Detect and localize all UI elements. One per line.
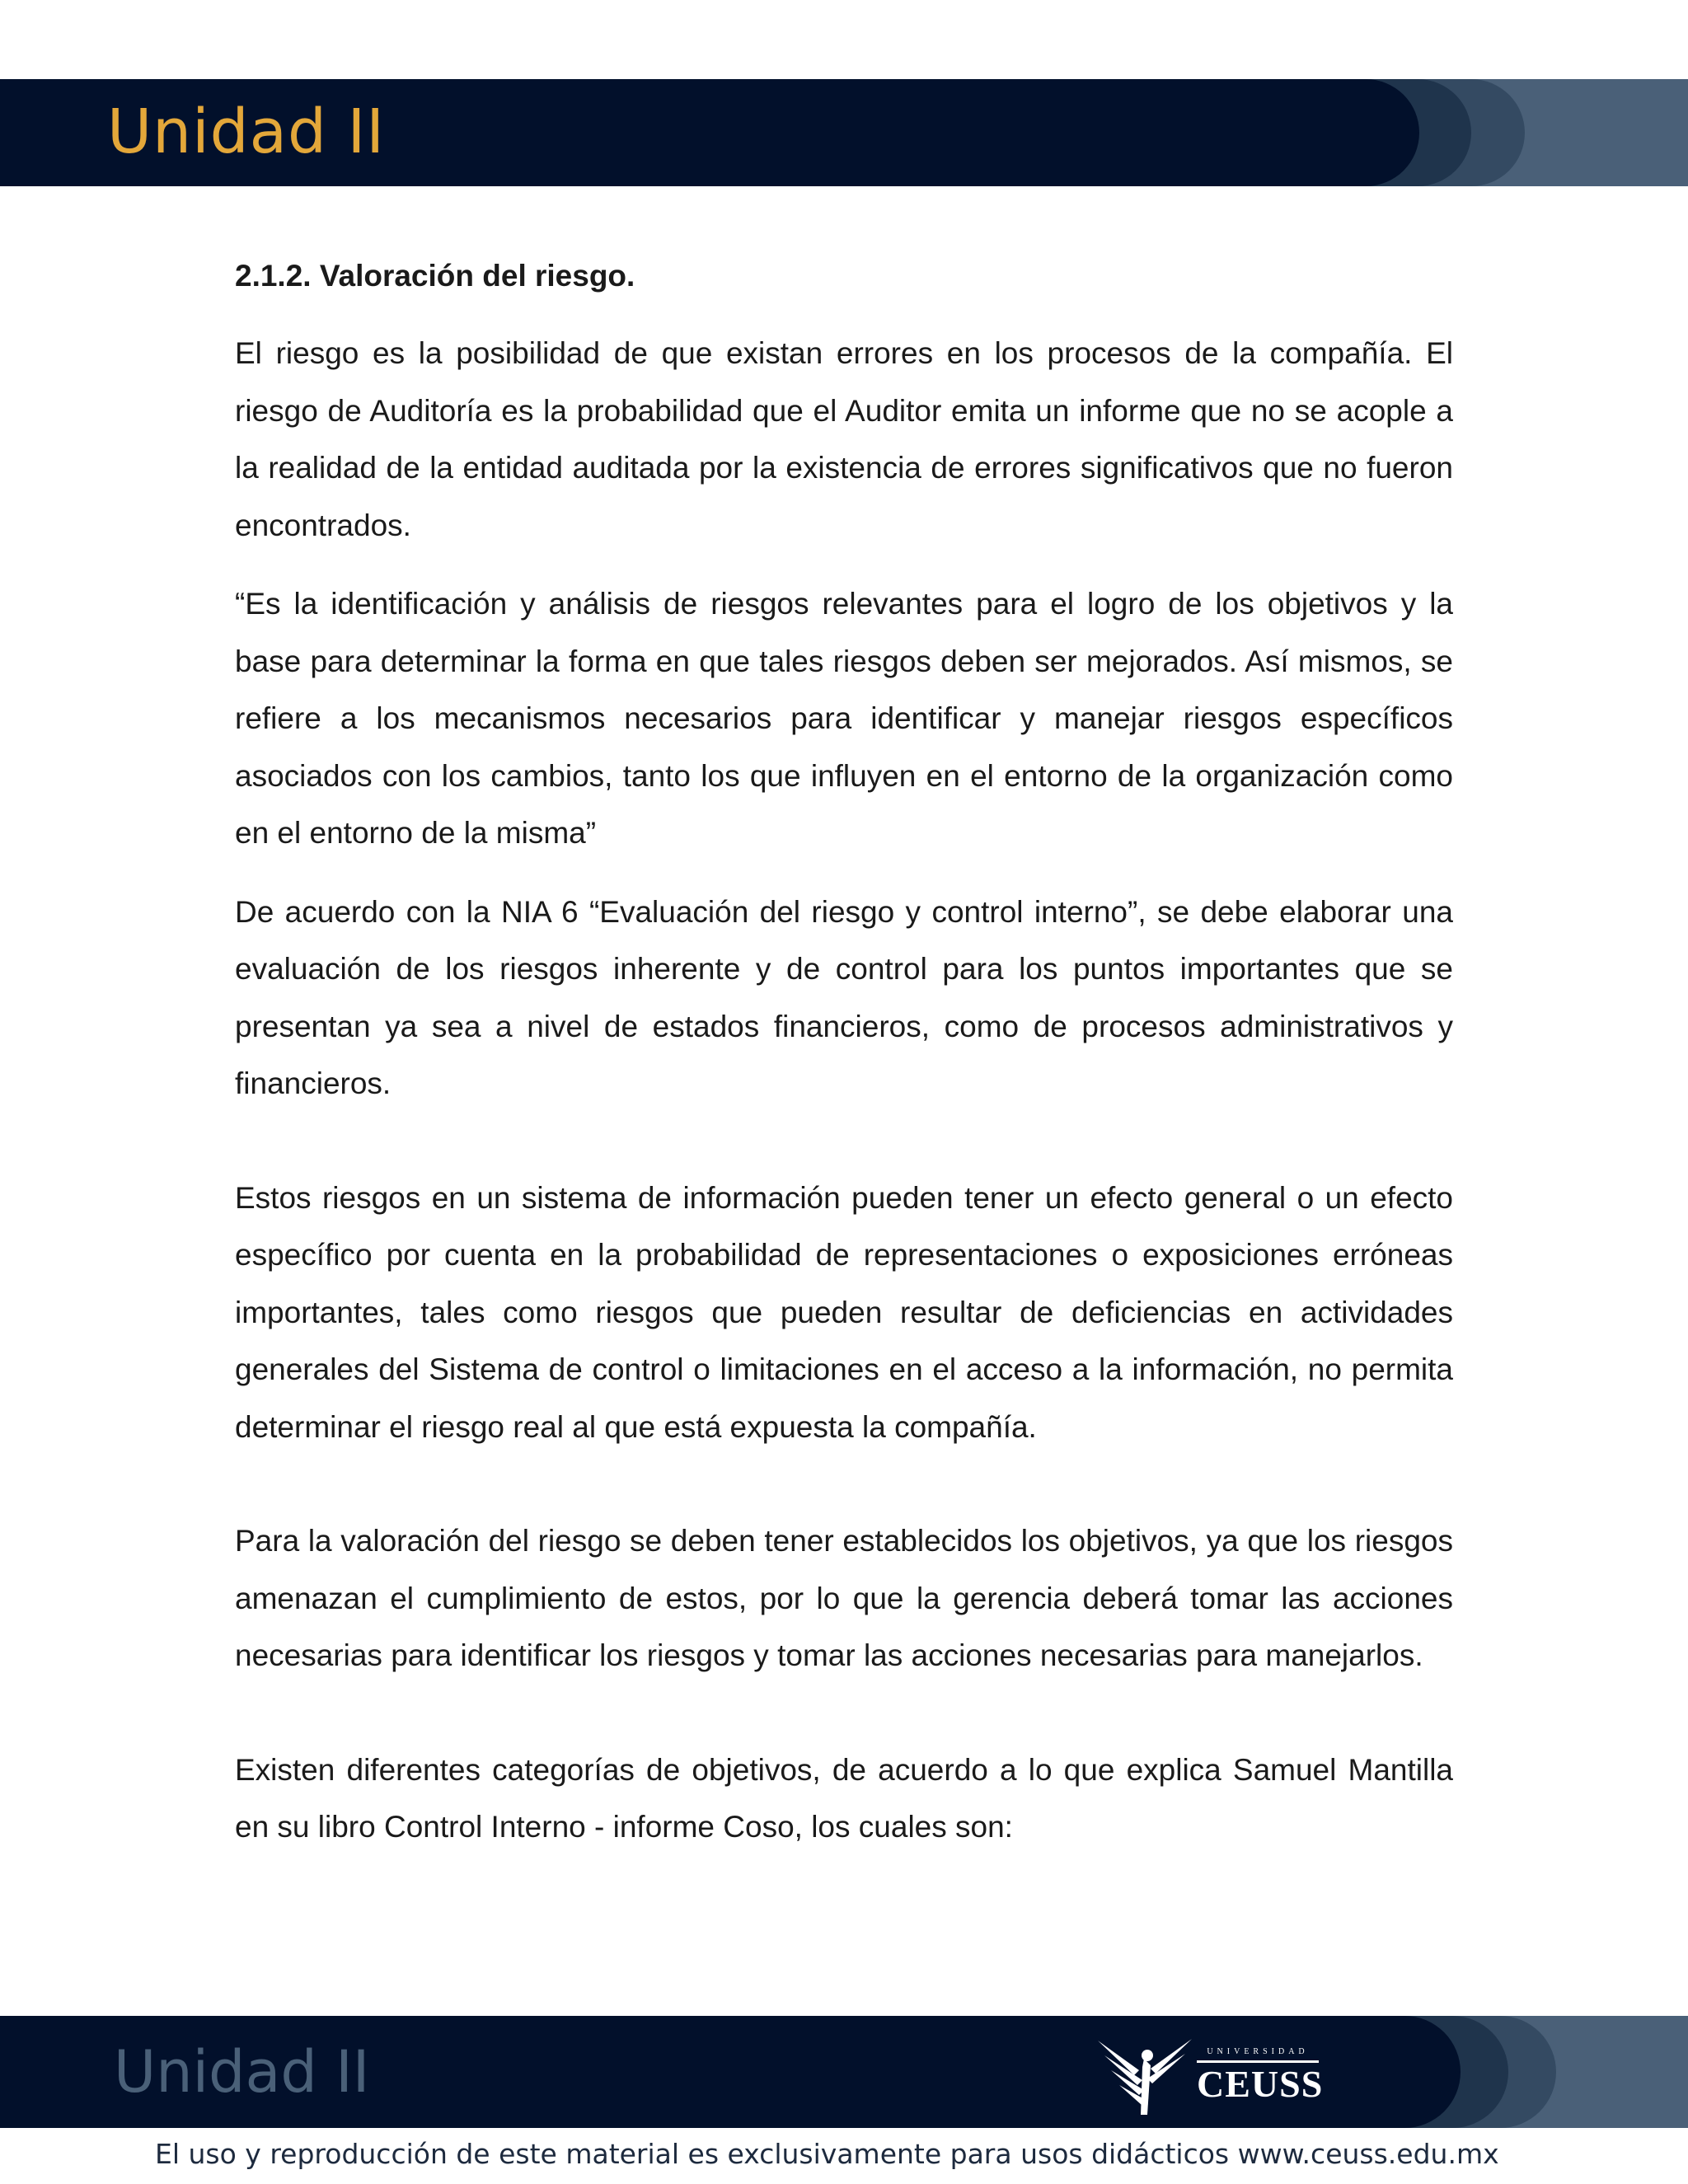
paragraph: De acuerdo con la NIA 6 “Evaluación del riesgo y control interno”, se debe elaborar una evaluación de los riesgos inherente y de control para los puntos importantes que se presentan ya sea a nivel de estados financieros, como de procesos administrativos y financieros. <box>235 894 1453 1100</box>
section-heading: 2.1.2. Valoración del riesgo. <box>235 259 635 293</box>
paragraph: Estos riesgos en un sistema de información pueden tener un efecto general o un efecto específico por cuenta en la probabilidad de representaciones o exposiciones erróneas importantes, tales como riesgos que pueden resultar de deficiencias en actividades generales del Sistema de control o limitaciones en el acceso a la información, no permita determinar el riesgo real al que está expuesta la compañía. <box>235 1180 1453 1444</box>
main-content <box>235 251 1453 1856</box>
paragraph: Existen diferentes categorías de objetivos, de acuerdo a lo que explica Samuel Mantilla en su libro Control Interno - informe Coso, los cuales son: <box>235 1752 1453 1844</box>
footer-unit-title: Unidad II <box>114 2038 370 2106</box>
paragraph: El riesgo es la posibilidad de que existan errores en los procesos de la compañía. El riesgo de Auditoría es la probabilidad que el Auditor emita un informe que no se acople a la realidad de la entidad auditada por la existencia de errores significativos que no fueron encontrados. <box>235 336 1453 542</box>
footer-band <box>0 2016 1688 2128</box>
paragraph: Para la valoración del riesgo se deben tener establecidos los objetivos, ya que los riesgos amenazan el cumplimiento de estos, por lo que la gerencia deberá tomar las acciones necesarias para identificar los riesgos y tomar las acciones necesarias para manejarlos. <box>235 1524 1453 1672</box>
unit-title: Unidad II <box>107 96 386 167</box>
header-band <box>0 79 1688 186</box>
footer-note: El uso y reproducción de este material es exclusivamente para usos didácticos www.ceuss.edu.mx <box>155 2138 1499 2170</box>
ceuss-eagle-icon <box>1096 2034 1193 2116</box>
paragraph-quote: “Es la identificación y análisis de riesgos relevantes para el logro de los objetivos y la base para determinar la forma en que tales riesgos deben ser mejorados. Así mismos, se refiere a los mecanismos necesarios para identificar y manejar riesgos específicos asociados con los cambios, tanto los que influyen en el entorno de la organización como en el entorno de la misma” <box>235 587 1453 850</box>
logo-name: CEUSS <box>1197 2063 1324 2105</box>
university-logo <box>1096 2034 1327 2116</box>
logo-university-label: UNIVERSIDAD <box>1207 2047 1309 2056</box>
